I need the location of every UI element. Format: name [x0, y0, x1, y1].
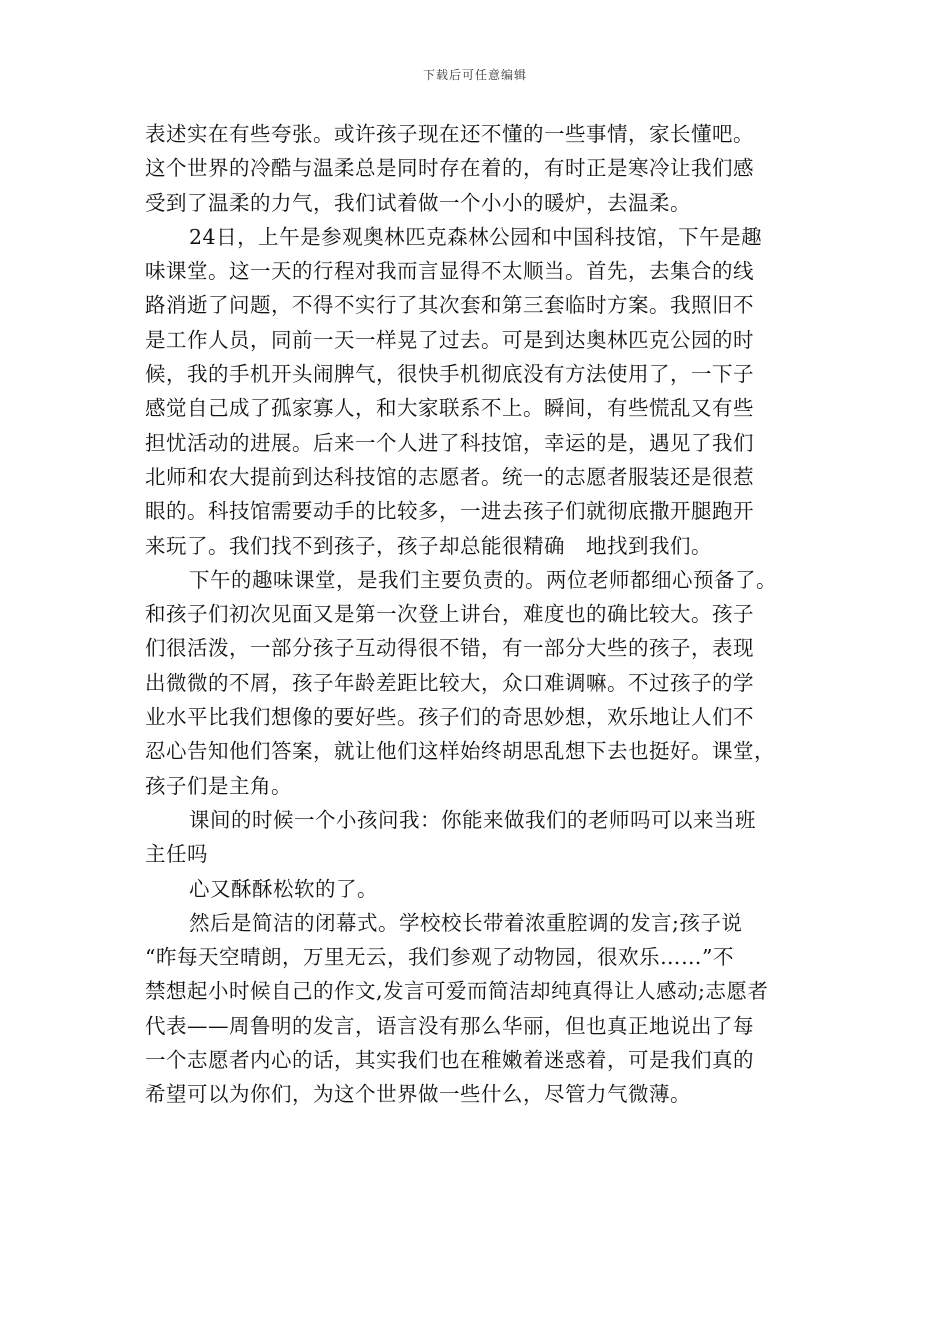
- text-line: 们很活泼，一部分孩子互动得很不错，有一部分大些的孩子，表现: [145, 636, 754, 661]
- text-line: 感觉自己成了孤家寡人，和大家联系不上。瞬间，有些慌乱又有些: [145, 396, 754, 421]
- text-line: 出微微的不屑，孩子年龄差距比较大，众口难调嘛。不过孩子的学: [145, 670, 754, 695]
- text-line: 是工作人员，同前一天一样晃了过去。可是到达奥林匹克公园的时: [145, 327, 754, 352]
- text-line: 担忧活动的进展。后来一个人进了科技馆，幸运的是，遇见了我们: [145, 430, 754, 455]
- text-line: 候，我的手机开头闹脾气，很快手机彻底没有方法使用了，一下子: [145, 362, 754, 387]
- text-line: 孩子们是主角。: [145, 773, 292, 798]
- text-line: 受到了温柔的力气，我们试着做一个小小的暖炉，去温柔。: [145, 190, 691, 215]
- text-line: 表述实在有些夸张。或许孩子现在还不懂的一些事情，家长懂吧。: [145, 122, 754, 146]
- text-line: “昨每天空晴朗，万里无云，我们参观了动物园，很欢乐……”不: [145, 945, 734, 970]
- text-line: 课间的时候一个小孩问我：你能来做我们的老师吗可以来当班: [189, 807, 756, 832]
- page-header-note: 下载后可任意编辑: [422, 68, 527, 82]
- text-line: 味课堂。这一天的行程对我而言显得不太顺当。首先，去集合的线: [145, 259, 754, 284]
- text-line: 业水平比我们想像的要好些。孩子们的奇思妙想，欢乐地让人们不: [145, 705, 754, 730]
- text-line: 下午的趣味课堂，是我们主要负责的。两位老师都细心预备了。: [189, 567, 777, 592]
- text-line: 24日，上午是参观奥林匹克森林公园和中国科技馆，下午是趣: [189, 224, 763, 249]
- text-line: 禁想起小时候自己的作文,发言可爱而简洁却纯真得让人感动;志愿者: [145, 979, 769, 1004]
- document-body: [145, 117, 825, 1112]
- text-line: 忍心告知他们答案，就让他们这样始终胡思乱想下去也挺好。课堂，: [145, 739, 775, 764]
- text-line: 代表——周鲁明的发言，语言没有那么华丽，但也真正地说出了每: [145, 1013, 754, 1038]
- text-line: 心又酥酥松软的了。: [189, 876, 378, 901]
- text-line: 一个志愿者内心的话，其实我们也在稚嫩着迷惑着，可是我们真的: [145, 1048, 754, 1073]
- text-line: 和孩子们初次见面又是第一次登上讲台，难度也的确比较大。孩子: [145, 602, 754, 627]
- text-line: 北师和农大提前到达科技馆的志愿者。统一的志愿者服装还是很惹: [145, 464, 754, 489]
- text-line: 来玩了。我们找不到孩子，孩子却总能很精确 地找到我们。: [145, 533, 712, 558]
- text-line: 眼的。科技馆需要动手的比较多，一进去孩子们就彻底撒开腿跑开: [145, 499, 754, 524]
- text-line: 路消逝了问题，不得不实行了其次套和第三套临时方案。我照旧不: [145, 293, 754, 318]
- text-line: 主任吗: [145, 842, 208, 867]
- text-line: 然后是简洁的闭幕式。学校校长带着浓重腔调的发言;孩子说: [189, 910, 743, 935]
- text-line: 这个世界的冷酷与温柔总是同时存在着的，有时正是寒冷让我们感: [145, 156, 754, 181]
- text-line: 希望可以为你们，为这个世界做一些什么，尽管力气微薄。: [145, 1082, 691, 1107]
